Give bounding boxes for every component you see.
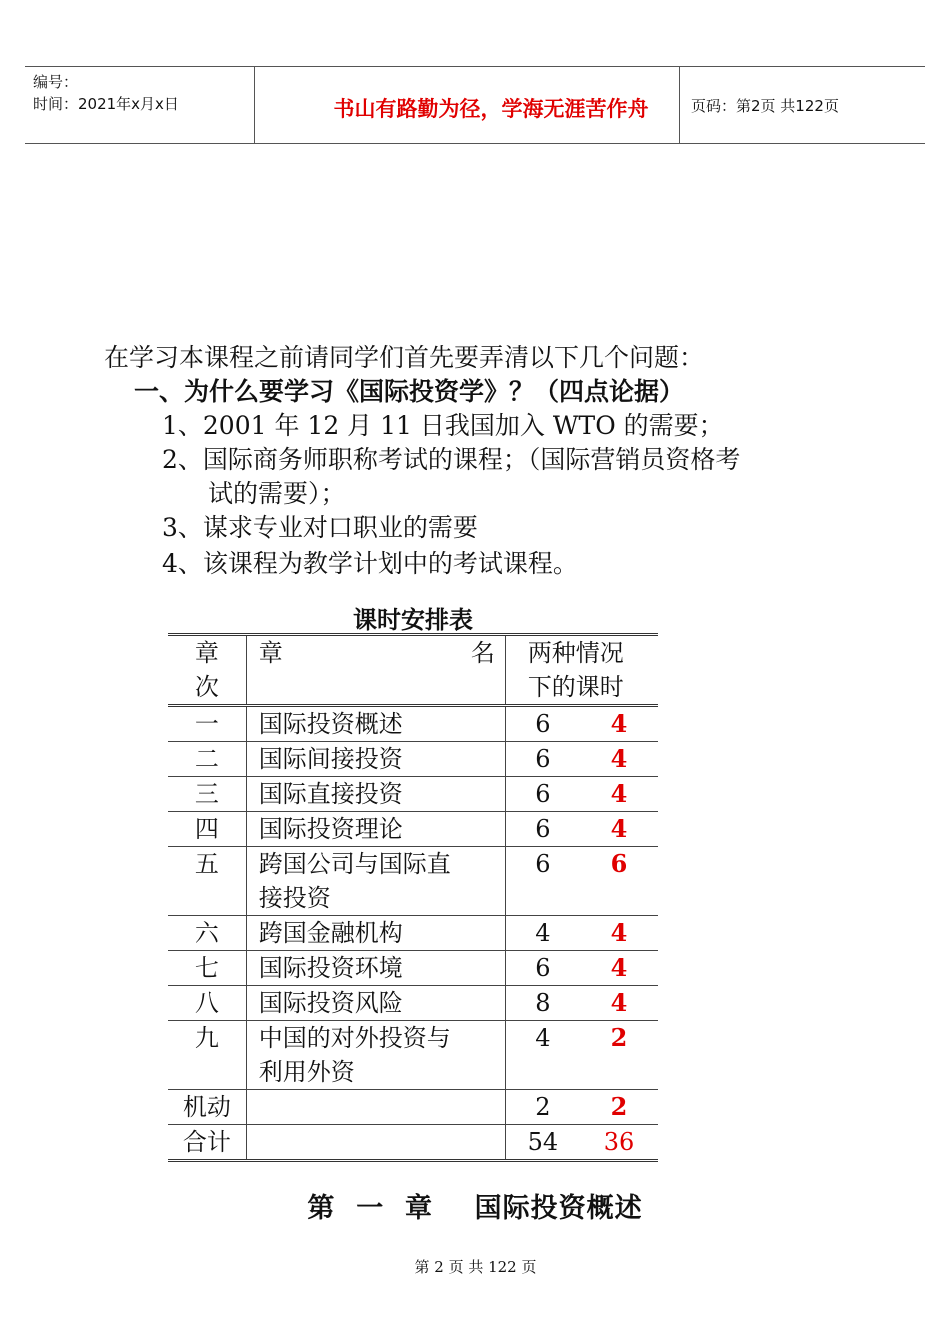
cell-chapter-name: 国际投资环境: [246, 951, 505, 986]
cell-hours-a: 6: [505, 951, 580, 986]
cell-chapter-name: 跨国金融机构: [246, 916, 505, 951]
intro-text: 在学习本课程之前请同学们首先要弄清以下几个问题：: [104, 343, 705, 372]
header-chapter-name: 章 名: [246, 635, 505, 706]
date-text: 时间：2021年x月x日: [33, 95, 179, 113]
header-motto: 书山有路勤为径，学海无涯苦作舟: [333, 97, 649, 121]
point-4: 4、该课程为教学计划中的考试课程。: [162, 549, 578, 578]
cell-chapter-no: 二: [168, 742, 246, 777]
table-row: [168, 1021, 658, 1090]
table-row: [168, 777, 658, 812]
cell-chapter-name: [246, 1090, 505, 1125]
point-3: 3、谋求专业对口职业的需要: [162, 513, 478, 542]
table-row: [168, 742, 658, 777]
cell-hours-b: 4: [580, 777, 658, 812]
header-divider: [254, 67, 255, 143]
cell-hours-b: 4: [580, 916, 658, 951]
cell-chapter-no: 四: [168, 812, 246, 847]
cell-hours-b: 4: [580, 986, 658, 1021]
table-title: 课时安排表: [353, 605, 473, 634]
cell-chapter-no: 八: [168, 986, 246, 1021]
page-footer: 第 2 页 共 122 页: [414, 1258, 537, 1276]
cell-chapter-name: 国际间接投资: [246, 742, 505, 777]
cell-hours-a: 6: [505, 777, 580, 812]
table-row: [168, 847, 658, 916]
cell-chapter-name: 中国的对外投资与 利用外资: [246, 1021, 505, 1090]
point-1: 1、2001 年 12 月 11 日我国加入 WTO 的需要；: [162, 411, 724, 440]
cell-chapter-no: 合计: [168, 1125, 246, 1161]
cell-chapter-name: 国际投资概述: [246, 706, 505, 742]
page-header: [25, 66, 925, 144]
cell-chapter-no: 九: [168, 1021, 246, 1090]
cell-chapter-no: 五: [168, 847, 246, 916]
cell-hours-b: 4: [580, 706, 658, 742]
cell-chapter-name: 国际投资风险: [246, 986, 505, 1021]
cell-chapter-name: 国际直接投资: [246, 777, 505, 812]
cell-hours-a: 54: [505, 1125, 580, 1161]
table-row: [168, 812, 658, 847]
cell-hours-a: 6: [505, 742, 580, 777]
table-row: [168, 951, 658, 986]
table-row: [168, 1090, 658, 1125]
cell-hours-b: 36: [580, 1125, 658, 1161]
table-row: [168, 916, 658, 951]
cell-hours-a: 2: [505, 1090, 580, 1125]
header-chapter-no: 章 次: [168, 635, 246, 706]
table-header-row: [168, 635, 658, 706]
cell-hours-a: 4: [505, 1021, 580, 1090]
cell-hours-b: 4: [580, 951, 658, 986]
point-2: 2、国际商务师职称考试的课程；（国际营销员资格考: [162, 445, 741, 474]
cell-chapter-no: 一: [168, 706, 246, 742]
header-hours: 两种情况 下的课时: [505, 635, 658, 706]
point-2-cont: 试的需要）；: [208, 479, 346, 508]
cell-chapter-no: 六: [168, 916, 246, 951]
cell-chapter-no: 机动: [168, 1090, 246, 1125]
cell-hours-b: 6: [580, 847, 658, 916]
schedule-table: [168, 633, 658, 1162]
cell-hours-b: 4: [580, 742, 658, 777]
header-divider: [679, 67, 680, 143]
cell-hours-a: 6: [505, 847, 580, 916]
cell-chapter-name: 国际投资理论: [246, 812, 505, 847]
question-heading: 一、为什么要学习《国际投资学》？（四点论据）: [134, 377, 685, 406]
cell-chapter-name: 跨国公司与国际直 接投资: [246, 847, 505, 916]
cell-hours-b: 2: [580, 1090, 658, 1125]
serial-label: 编号：: [33, 73, 79, 91]
cell-hours-a: 8: [505, 986, 580, 1021]
cell-hours-a: 6: [505, 812, 580, 847]
cell-hours-b: 2: [580, 1021, 658, 1090]
table-row: [168, 986, 658, 1021]
chapter-heading: 第 一 章 国际投资概述: [307, 1193, 643, 1224]
table-total-row: [168, 1125, 658, 1161]
cell-chapter-no: 七: [168, 951, 246, 986]
cell-chapter-name: [246, 1125, 505, 1161]
cell-hours-b: 4: [580, 812, 658, 847]
cell-hours-a: 4: [505, 916, 580, 951]
table-row: [168, 706, 658, 742]
header-meta: [33, 71, 179, 115]
header-page-info: 页码：第2页 共122页: [691, 97, 839, 115]
cell-chapter-no: 三: [168, 777, 246, 812]
cell-hours-a: 6: [505, 706, 580, 742]
